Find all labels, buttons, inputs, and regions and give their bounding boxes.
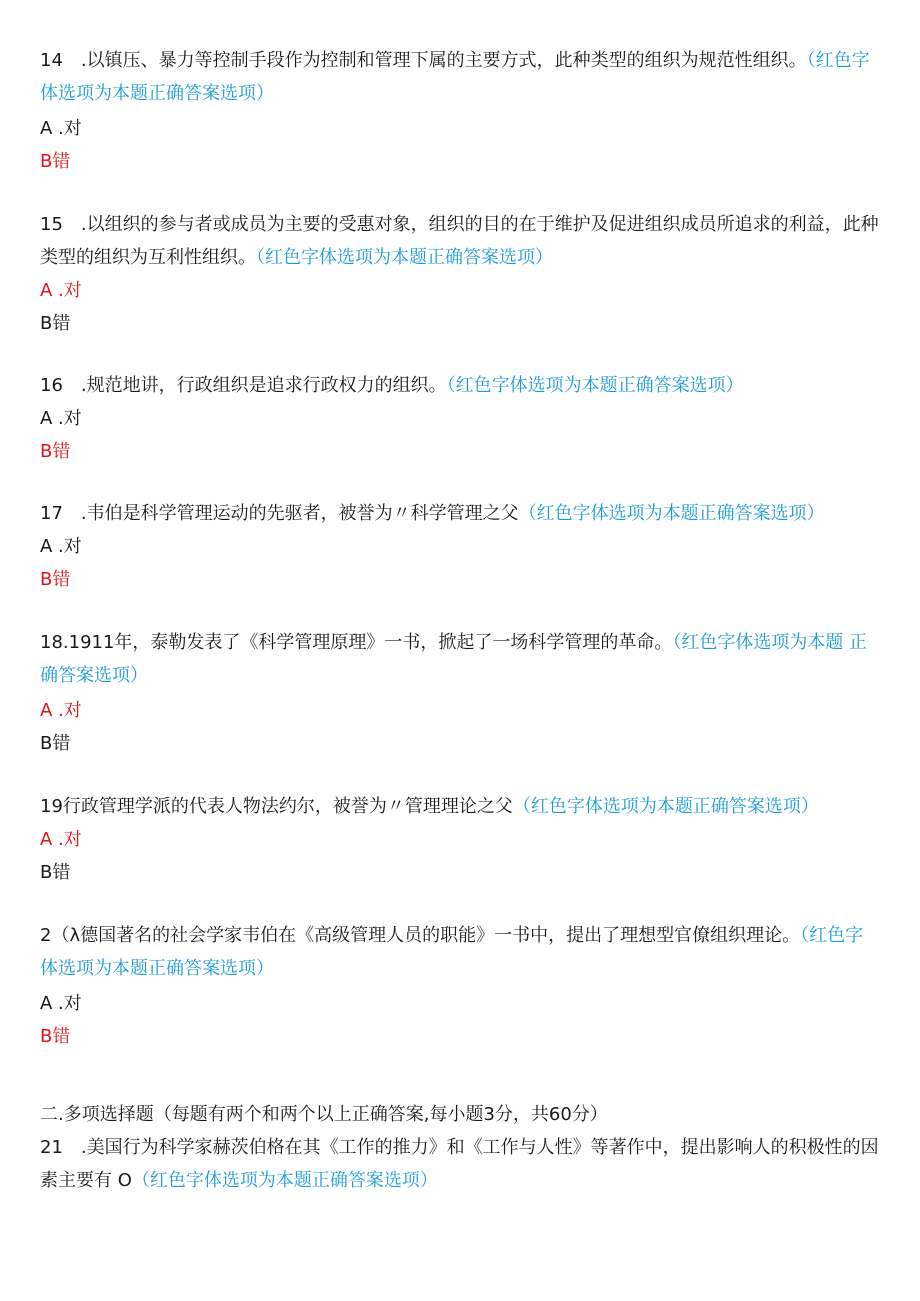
option-a-correct: A .对 <box>40 700 82 721</box>
question-text <box>40 208 885 274</box>
question-15 <box>40 208 885 340</box>
option-a: A .对 <box>40 408 82 429</box>
answer-hint: （红色字体选项为本题正确答案选项） <box>446 375 744 396</box>
question-stem: 15 .以组织的参与者或成员为主要的受惠对象，组织的目的在于维护及促进组织成员所追求的利益，此种类型的组织为互利性组织。 <box>40 214 879 268</box>
question-stem: 18.1911年，泰勒发表了《科学管理原理》一书，掀起了一场科学管理的革命。 <box>40 632 673 653</box>
question-21 <box>40 1131 885 1197</box>
question-stem: 21 .美国行为科学家赫茨伯格在其《工作的推力》和《工作与人性》等著作中，提出影响人的积极性的因素主要有 O <box>40 1137 879 1191</box>
option-a: A .对 <box>40 536 82 557</box>
option-b: B错 <box>40 733 71 754</box>
option-b-correct: B错 <box>40 151 71 172</box>
question-stem: 19行政管理学派的代表人物法约尔，被誉为〃管理理论之父 <box>40 796 513 817</box>
option-a-correct: A .对 <box>40 280 82 301</box>
option-a: A .对 <box>40 993 82 1014</box>
question-18 <box>40 626 885 760</box>
question-stem: 16 .规范地讲，行政组织是追求行政权力的组织。 <box>40 375 447 396</box>
answer-hint: （红色字体选项为本题正确答案选项） <box>256 247 553 268</box>
section-multiple-choice <box>40 1098 885 1197</box>
question-19 <box>40 790 885 889</box>
question-stem: 14 .以镇压、暴力等控制手段作为控制和管理下属的主要方式，此种类型的组织为规范性组织。 <box>40 50 807 71</box>
question-20 <box>40 919 885 1053</box>
question-text <box>40 790 885 823</box>
answer-hint: （红色字 体选项为本题正确答案选项） <box>40 925 864 979</box>
question-text <box>40 919 885 985</box>
question-stem: 2（λ德国著名的社会学家韦伯在《高级管理人员的职能》一书中，提出了理想型官僚组织理论。 <box>40 925 801 946</box>
question-stem: 17 .韦伯是科学管理运动的先驱者，被誉为〃科学管理之父 <box>40 503 519 524</box>
option-b-correct: B错 <box>40 441 71 462</box>
option-b-correct: B错 <box>40 1026 71 1047</box>
answer-hint: （红色字 体选项为本题正确答案选项） <box>40 50 870 104</box>
answer-hint: （红色字体选项为本题正确答案选项） <box>131 1170 438 1191</box>
answer-hint: （红色字体选项为本题正确答案选项） <box>512 796 819 817</box>
question-14 <box>40 44 885 178</box>
question-16 <box>40 369 885 468</box>
option-b: B错 <box>40 862 71 883</box>
question-text <box>40 369 885 402</box>
answer-hint: （红色字体选项为本题 正确答案选项） <box>40 632 868 686</box>
question-text <box>40 626 885 692</box>
question-text <box>40 497 885 530</box>
option-a: A .对 <box>40 118 82 139</box>
option-b-correct: B错 <box>40 569 71 590</box>
option-a-correct: A .对 <box>40 829 82 850</box>
section-title: 二.多项选择题（每题有两个和两个以上正确答案,每小题3分，共60分） <box>40 1104 608 1125</box>
option-b: B错 <box>40 313 71 334</box>
answer-hint: （红色字体选项为本题正确答案选项） <box>518 503 825 524</box>
question-text <box>40 44 885 110</box>
question-17 <box>40 497 885 596</box>
